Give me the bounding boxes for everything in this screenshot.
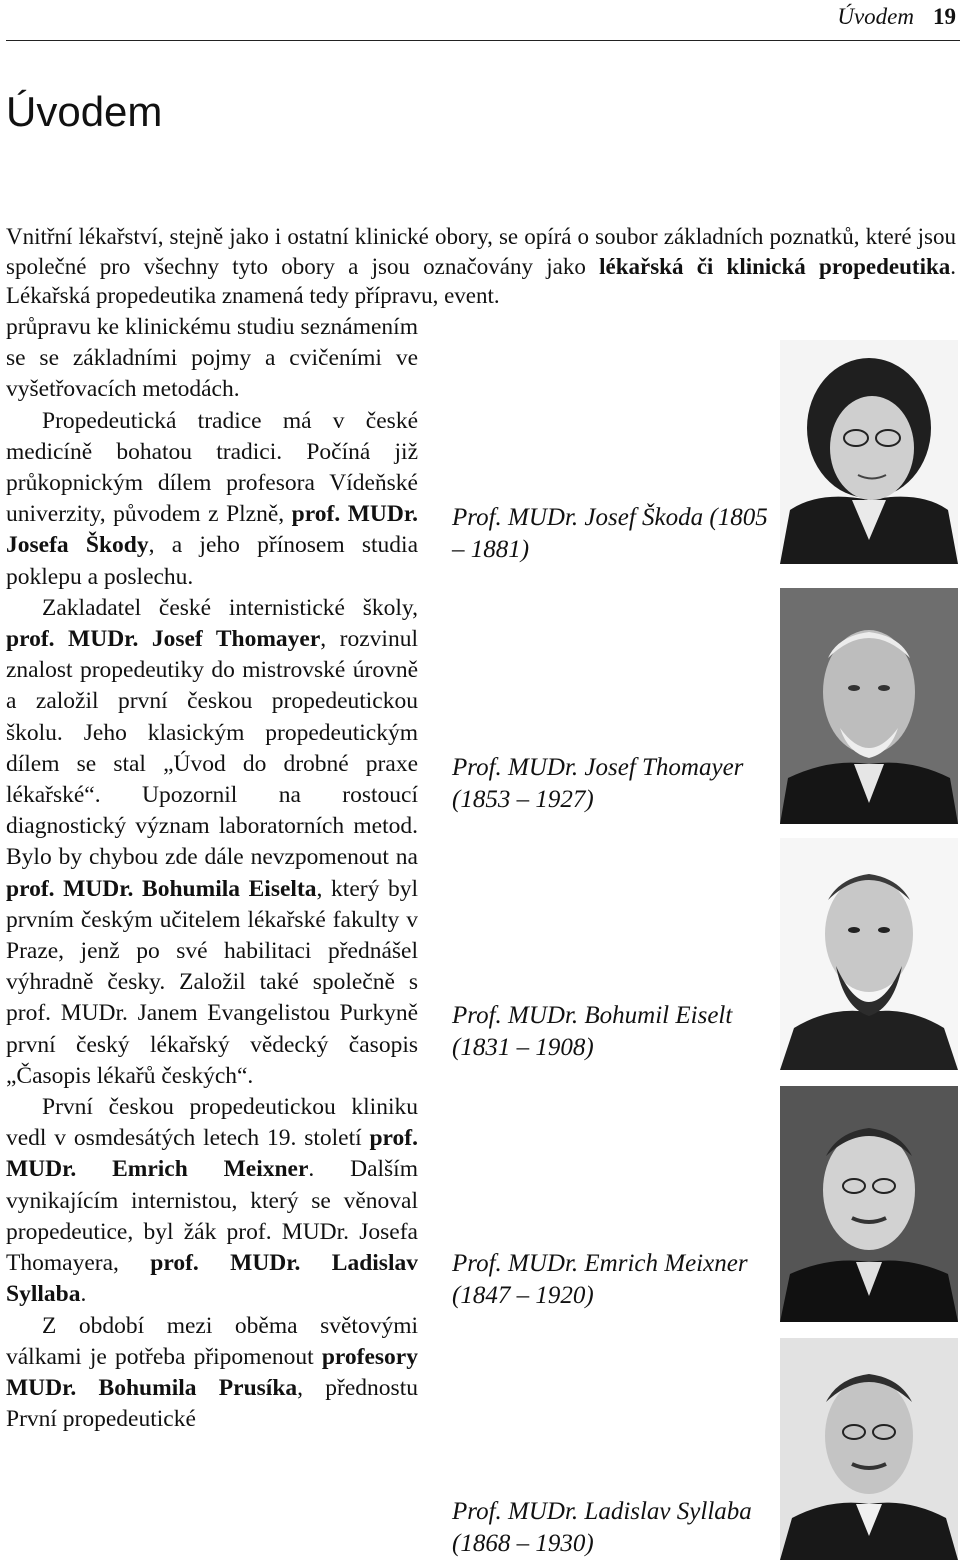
- intro-text-1: Vnitřní lékařství, stejně jako i ostatní klinické obory, se opírá o soubor základních poznatků, které jsou společné pro všechny tyto obory a jsou označovány jako: [6, 224, 956, 279]
- running-header: [0, 4, 960, 38]
- portrait-eiselt: [780, 838, 958, 1070]
- paragraph-4-text-2: . Dalším vynikajícím internistou, který se věnoval propedeutice, byl žák prof. MUDr. Josefa Thomayera,: [6, 1156, 418, 1277]
- caption-thomayer: Prof. MUDr. Josef Thomayer (1853 – 1927): [452, 754, 744, 813]
- skoda-name: prof. MUDr. Josefa Škody: [6, 501, 418, 559]
- prusik-name: profesory MUDr. Bohumila Prusíka: [6, 1343, 418, 1401]
- caption-meixner: Prof. MUDr. Emrich Meixner (1847 – 1920): [452, 1250, 748, 1309]
- caption-syllaba: Prof. MUDr. Ladislav Syllaba (1868 – 1930): [452, 1498, 752, 1557]
- meixner-name: prof. MUDr. Emrich Meixner: [6, 1125, 418, 1183]
- paragraph-2-text-2: , a jeho přínosem studia poklepu a poslechu.: [6, 532, 418, 590]
- paragraph-3-text-3: , který byl prvním českým učitelem lékařské fakulty v Praze, jenž po své habilitaci přednášel výhradně česky. Založil také společně s prof. MUDr. Janem Evangelistou Purkyně první český lékařský vědecký časopis „Časopis lékařů českých“.: [6, 875, 418, 1089]
- page-title: Úvodem: [6, 88, 163, 135]
- paragraph-5-text-2: , přednostu První propedeutické: [6, 1374, 418, 1433]
- thomayer-name: prof. MUDr. Josef Thomayer: [6, 626, 321, 653]
- intro-text-2: . Lékařská propedeutika znamená tedy přípravu, event.: [6, 253, 956, 308]
- portrait-syllaba: [780, 1338, 958, 1560]
- running-header-title: Úvodem: [837, 4, 914, 29]
- caption-eiselt: Prof. MUDr. Bohumil Eiselt (1831 – 1908): [452, 1002, 733, 1061]
- eiselt-name: prof. MUDr. Bohumila Eiselta: [6, 875, 317, 902]
- portrait-skoda: [780, 340, 958, 564]
- page-number: 19: [933, 4, 956, 29]
- intro-bold-term: lékařská či klinická propedeutika: [599, 253, 951, 279]
- main-text-column: [6, 312, 418, 1435]
- paragraph-4-text-1: První českou propedeutickou kliniku vedl v osmdesátých letech 19. století: [6, 1094, 418, 1152]
- paragraph-4: [6, 1092, 418, 1310]
- caption-skoda: Prof. MUDr. Josef Škoda (1805 – 1881): [452, 504, 768, 563]
- paragraph-3-text-1: Zakladatel české internistické školy,: [42, 594, 418, 621]
- paragraph-5: [6, 1311, 418, 1436]
- header-rule: [6, 40, 960, 41]
- paragraph-4-text-3: .: [80, 1281, 87, 1308]
- paragraph-3: [6, 593, 418, 1092]
- paragraph-3-text-2: , rozvinul znalost propedeutiky do mistrovské úrovně a založil první českou propedeutickou školu. Jeho klasickým propedeutickým dílem se stal „Úvod do drobné praxe lékařské“. Upozornil na rostoucí diagnostický význam laboratorních metod. Bylo by chybou zde dále nevzpomenout na: [6, 626, 418, 871]
- syllaba-name: prof. MUDr. Ladislav Syllaba: [6, 1250, 418, 1308]
- intro-paragraph: [6, 222, 956, 311]
- paragraph-1: průpravu ke klinickému studiu seznámením se se základními pojmy a cvičeními ve vyšetřovacích metodách.: [6, 314, 418, 403]
- paragraph-2: [6, 406, 418, 593]
- paragraph-5-text-1: Z období mezi oběma světovými válkami je potřeba připomenout: [6, 1312, 418, 1370]
- portrait-thomayer: [780, 588, 958, 824]
- portrait-meixner: [780, 1086, 958, 1322]
- paragraph-2-text-1: Propedeutická tradice má v české medicíně bohatou tradici. Počíná již průkopnickým dílem profesora Vídeňské univerzity, původem z Plzně,: [6, 407, 418, 528]
